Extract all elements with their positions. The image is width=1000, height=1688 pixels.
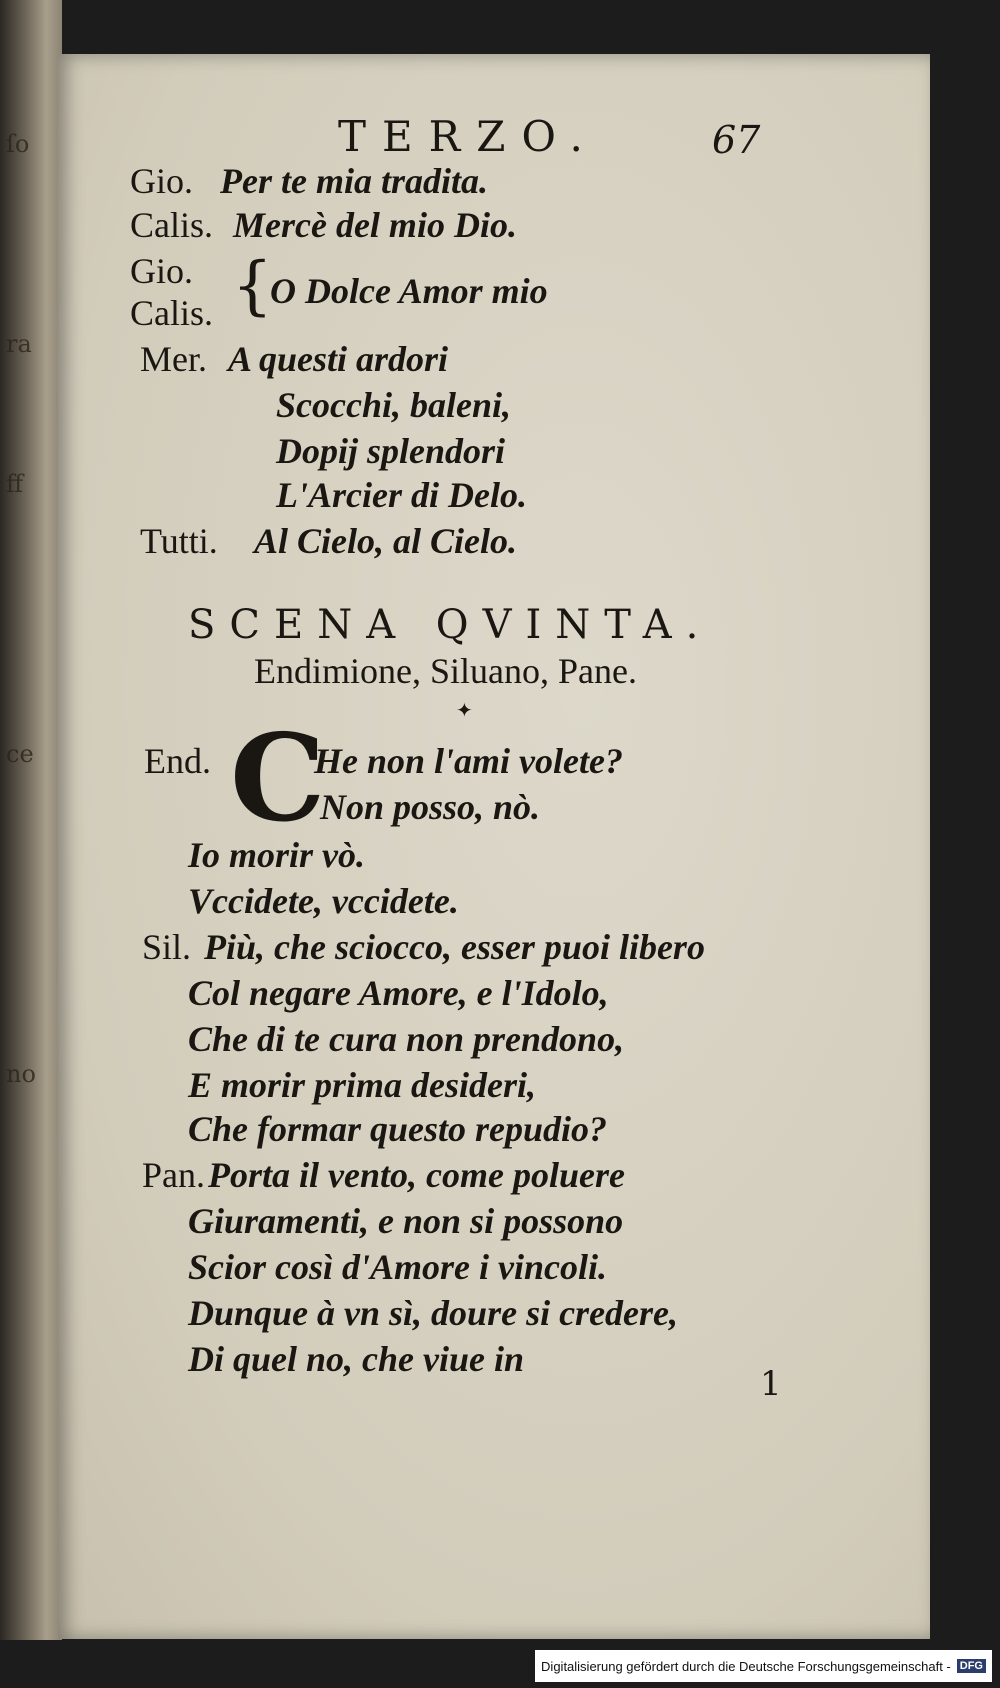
facing-page-fragment: ff bbox=[6, 470, 24, 498]
dfg-logo: DFG bbox=[957, 1659, 986, 1673]
verse-line: A questi ardori bbox=[228, 339, 449, 379]
verse-line: He non l'ami volete? bbox=[314, 741, 623, 781]
drop-cap: C bbox=[230, 708, 326, 849]
speaker-label: Pan. bbox=[142, 1155, 205, 1195]
verse-line: Più, che sciocco, esser puoi libero bbox=[204, 927, 705, 967]
verse-line: Dunque à vn sì, doure si credere, bbox=[188, 1293, 679, 1333]
verse-line: O Dolce Amor mio bbox=[270, 271, 548, 311]
verse-line: Giuramenti, e non si possono bbox=[188, 1201, 624, 1241]
speaker-label: Gio. bbox=[130, 161, 193, 201]
facing-page-fragment: ce bbox=[6, 740, 34, 768]
scene-heading: SCENA QVINTA. bbox=[188, 602, 713, 648]
brace-ornament: { bbox=[232, 249, 273, 323]
footer-text: Digitalisierung gefördert durch die Deutsche Forschungsgemeinschaft - bbox=[541, 1658, 951, 1674]
verse-line: Col negare Amore, e l'Idolo, bbox=[188, 973, 609, 1013]
verse-line: Al Cielo, al Cielo. bbox=[254, 521, 518, 561]
verse-line: Di quel no, che viue in bbox=[188, 1339, 525, 1379]
speaker-label: Calis. bbox=[130, 205, 214, 245]
facing-page-fragment: ſo bbox=[6, 130, 30, 158]
verse-line: Che formar questo repudio? bbox=[188, 1109, 608, 1149]
speaker-label: Mer. bbox=[140, 339, 207, 379]
verse-line: Che di te cura non prendono, bbox=[188, 1019, 625, 1059]
speaker-label: End. bbox=[144, 741, 211, 781]
verse-line: E morir prima desideri, bbox=[188, 1065, 537, 1105]
ornament-mark: ✦ bbox=[456, 698, 473, 722]
verse-line: Per te mia tradita. bbox=[220, 161, 488, 201]
verse-line: Mercè del mio Dio. bbox=[233, 205, 517, 245]
speaker-label: Calis. bbox=[130, 293, 214, 333]
verse-line: Porta il vento, come poluere bbox=[208, 1155, 625, 1195]
verse-line: L'Arcier di Delo. bbox=[276, 475, 527, 515]
verse-line: Scocchi, baleni, bbox=[276, 385, 511, 425]
verse-line: Io morir vò. bbox=[188, 835, 366, 875]
page-number: 67 bbox=[712, 118, 761, 162]
facing-page-fragment: no bbox=[6, 1060, 36, 1088]
speaker-label: Gio. bbox=[130, 251, 193, 291]
facing-page-edge bbox=[0, 0, 62, 1640]
verse-line: Scior così d'Amore i vincoli. bbox=[188, 1247, 607, 1287]
verse-line: Vccidete, vccidete. bbox=[188, 881, 459, 921]
facing-page-fragment: ra bbox=[6, 330, 32, 358]
verse-line: Non posso, nò. bbox=[320, 787, 541, 827]
speaker-label: Sil. bbox=[142, 927, 192, 967]
digitization-footer bbox=[535, 1650, 992, 1682]
speaker-label: Tutti. bbox=[140, 521, 218, 561]
running-title: TERZO. bbox=[338, 112, 599, 161]
book-page bbox=[58, 54, 930, 1639]
verse-line: Dopij splendori bbox=[276, 431, 506, 471]
scene-characters: Endimione, Siluano, Pane. bbox=[254, 651, 637, 691]
catchword-mark: 1 bbox=[760, 1364, 782, 1404]
